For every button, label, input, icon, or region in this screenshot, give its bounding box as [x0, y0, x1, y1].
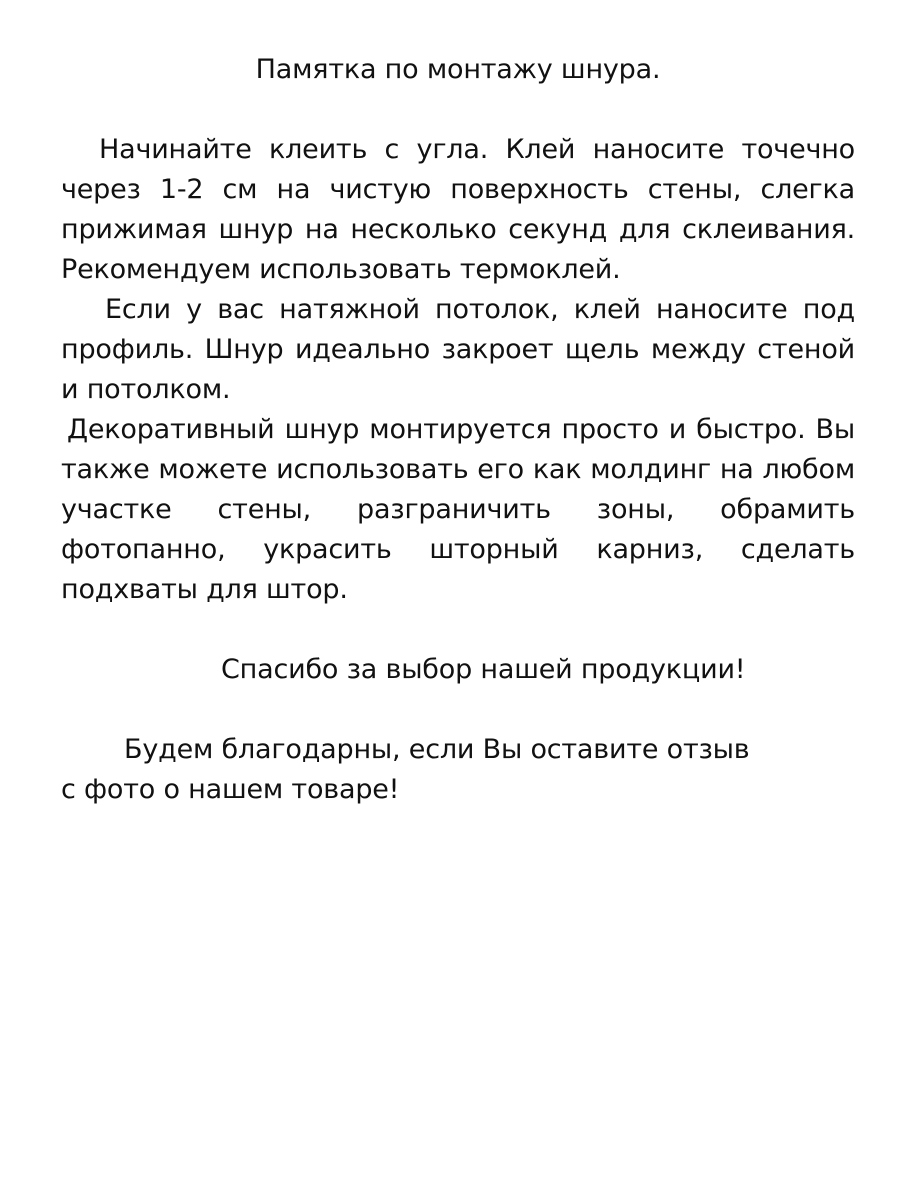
- paragraph-decorative-uses: Декоративный шнур монтируется просто и быстро. Вы также можете использовать его как молдинг на любом участке стены, разграничить зоны, обрамить фотопанно, украсить шторный карниз, сделать подхваты для штор.: [61, 414, 855, 605]
- spacer: [61, 610, 855, 650]
- spacer: [61, 690, 855, 730]
- spacer: [61, 90, 855, 130]
- paragraph-stretch-ceiling: Если у вас натяжной потолок, клей наносите под профиль. Шнур идеально закроет щель между стеной и потолком.: [61, 294, 855, 405]
- review-request: [61, 730, 855, 810]
- paragraph-gluing-instructions: Начинайте клеить с угла. Клей наносите точечно через 1-2 см на чистую поверхность стены, слегка прижимая шнур на несколько секунд для склеивания. Рекомендуем использовать термоклей.: [61, 134, 855, 285]
- review-request-line-1: Будем благодарны, если Вы оставите отзыв: [124, 734, 750, 765]
- instruction-sheet: [61, 50, 855, 810]
- thanks-message: Спасибо за выбор нашей продукции!: [221, 654, 746, 685]
- document-title: Памятка по монтажу шнура.: [255, 54, 661, 85]
- review-request-line-2: с фото о нашем товаре!: [61, 774, 400, 805]
